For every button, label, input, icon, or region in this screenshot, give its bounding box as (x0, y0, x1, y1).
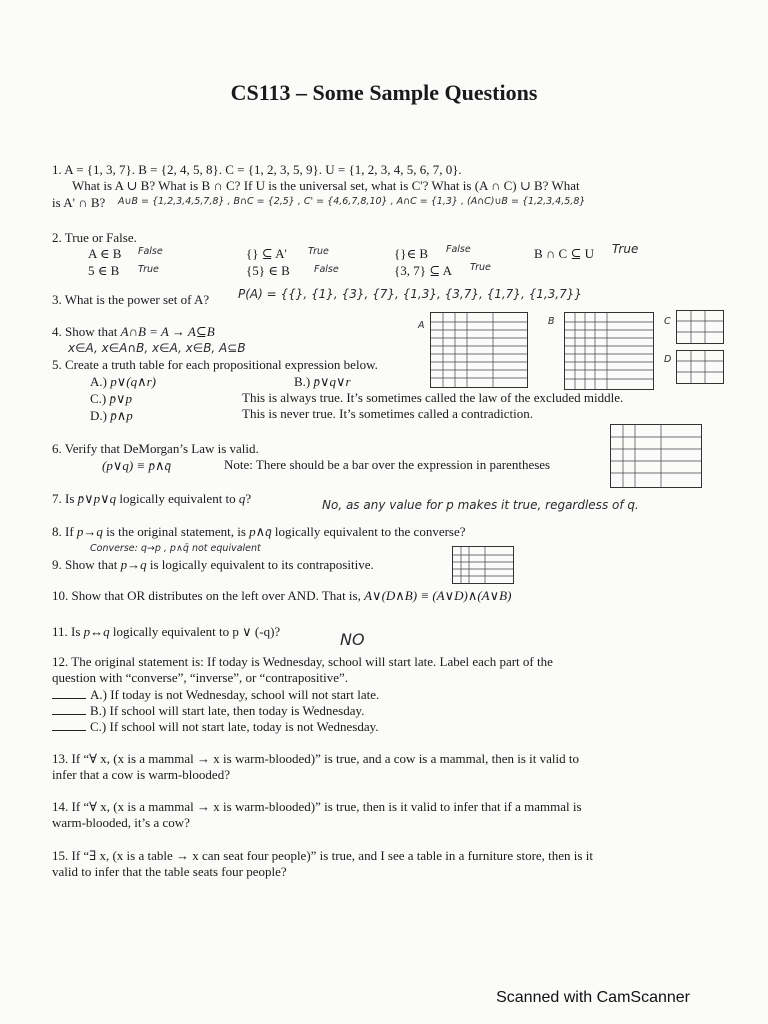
truth-table-c-grid (677, 311, 723, 343)
truth-table-a (430, 312, 528, 388)
q7-expression: p̄∨p∨q (77, 491, 117, 506)
q11-text (52, 624, 280, 639)
q2-answer-2: True (138, 264, 159, 275)
q12-b-blank (52, 703, 86, 715)
page-title: CS113 – Some Sample Questions (230, 80, 538, 105)
q8-prompt-c: logically equivalent to the converse? (274, 524, 466, 539)
q5-c (90, 391, 132, 406)
q7-prompt-c: ? (245, 491, 252, 506)
q5-b-expression: p̄∨q∨r (313, 374, 351, 389)
q6-expression: (p∨q) ≡ p̄∧q̄ (102, 458, 171, 473)
q1-handwritten-answer: A∪B = {1,2,3,4,5,7,8} , B∩C = {2,5} , C' = {4,6,7,8,10} , A∩C = {1,3} , (A∩C)∪B = {1,2,3,4,5,8} (118, 196, 586, 207)
truth-table-demorgan-grid (611, 425, 701, 487)
q10-expression: A∨(D∧B) ≡ (A∨D)∧(A∨B) (364, 588, 512, 603)
q2-label: 2. True or False. (52, 230, 137, 245)
q13-line2: infer that a cow is warm-blooded? (52, 767, 230, 782)
q5-c-note: This is always true. It’s sometimes called the law of the excluded middle. (242, 390, 624, 405)
q2-item-a-in-b: A ∈ B (88, 246, 122, 261)
q2-answer-1: False (138, 246, 163, 257)
q4-expression: A∩B = A → A⊆B (120, 324, 215, 339)
q11-handwritten-answer: NO (340, 630, 365, 649)
truth-table-d-grid (677, 351, 723, 383)
q7-expression-2: q (238, 491, 246, 506)
q11-prompt-b: logically equivalent to p ∨ (-q)? (112, 624, 281, 639)
q1-line2: What is A ∪ B? What is B ∩ C? If U is the universal set, what is C'? What is (A ∩ C) ∪ B? What (72, 178, 580, 193)
q12-c-blank (52, 719, 86, 731)
q12-b-text: B.) If school will start late, then today is Wednesday. (90, 703, 365, 718)
q1-line1: 1. A = {1, 3, 7}. B = {2, 4, 5, 8}. C = {1, 2, 3, 5, 9}. U = {1, 2, 3, 4, 5, 6, 7, 0}. (52, 162, 462, 177)
q8-handwritten-answer: Converse: q→p , p∧q̄ not equivalent (90, 543, 261, 554)
truth-table-c (676, 310, 724, 344)
q1-line3: is A' ∩ B? (52, 195, 106, 210)
q5-a-label: A.) (90, 374, 107, 389)
q2-item-empty-subset: {} ⊆ A' (246, 246, 287, 261)
q4-prompt: 4. Show that (52, 324, 118, 339)
q2-answer-5: False (446, 244, 471, 255)
q12-a-blank (52, 687, 86, 699)
q14-line1: 14. If “∀ x, (x is a mammal → x is warm-blooded)” is true, then is it valid to infer that if a mammal is (52, 799, 582, 814)
table-d-label: D (664, 354, 672, 365)
q12-c-text: C.) If school will not start late, today is not Wednesday. (90, 719, 379, 734)
table-c-label: C (664, 316, 671, 327)
q2-answer-4: False (314, 264, 339, 275)
q2-answer-3: True (308, 246, 329, 257)
q12-line2: question with “converse”, “inverse”, or “contrapositive”. (52, 670, 348, 685)
q6-text: 6. Verify that DeMorgan’s Law is valid. (52, 441, 259, 456)
q12-b (52, 703, 364, 718)
q12-a (52, 687, 379, 702)
truth-table-contrapositive (452, 546, 514, 584)
truth-table-b (564, 312, 654, 390)
q7-handwritten-answer: No, as any value for p makes it true, regardless of q. (322, 498, 639, 512)
q2-item-bc-subset-u: B ∩ C ⊆ U (534, 246, 595, 261)
q9-prompt-a: 9. Show that (52, 557, 118, 572)
q8-expression-2: p∧q̄ (249, 524, 272, 539)
q5-a (90, 374, 156, 389)
q2-item-empty-in-b: {}∈ B (394, 246, 429, 261)
q8-text (52, 524, 466, 539)
q12-c (52, 719, 379, 734)
q6-note: Note: There should be a bar over the expression in parentheses (224, 457, 551, 472)
q12-a-text: A.) If today is not Wednesday, school will not start late. (90, 687, 380, 702)
table-a-label: A (418, 320, 425, 331)
q5-a-expression: p∨(q∧r) (110, 374, 156, 389)
q9-text (52, 557, 374, 572)
q7-text (52, 491, 251, 506)
q4-text (52, 324, 215, 339)
q5-c-expression: p̄∨p (109, 391, 133, 406)
q8-expression: p→q (76, 524, 103, 539)
q15-line2: valid to infer that the table seats four people? (52, 864, 287, 879)
table-b-label: B (548, 316, 555, 327)
q5-d-label: D.) (90, 408, 107, 423)
q11-expression: p↔q (83, 624, 110, 639)
q4-handwritten-answer: x∈A, x∈A∩B, x∈A, x∈B, A⊆B (68, 341, 246, 355)
q5-b (294, 374, 351, 389)
truth-table-a-grid (431, 313, 527, 387)
q5-d-note: This is never true. It’s sometimes called a contradiction. (242, 406, 533, 421)
q2-item-5-in-b: 5 ∈ B (88, 263, 120, 278)
truth-table-b-grid (565, 313, 653, 389)
q10-prompt: 10. Show that OR distributes on the left over AND. That is, (52, 588, 361, 603)
q5-d-expression: p̄∧p (110, 408, 133, 423)
truth-table-demorgan (610, 424, 702, 488)
q8-prompt-a: 8. If (52, 524, 74, 539)
q3-handwritten-answer: P(A) = {{}, {1}, {3}, {7}, {1,3}, {3,7}, {1,7}, {1,3,7}} (238, 287, 583, 301)
q5-d (90, 408, 133, 423)
q9-prompt-b: is logically equivalent to its contrapositive. (149, 557, 374, 572)
q2-item-set5-in-b: {5} ∈ B (246, 263, 290, 278)
q2-answer-7: True (612, 242, 639, 256)
q9-expression: p→q (120, 557, 147, 572)
q8-prompt-b: is the original statement, is (106, 524, 246, 539)
q2-answer-6: True (470, 262, 491, 273)
q12-line1: 12. The original statement is: If today is Wednesday, school will start late. Label each part of the (52, 654, 553, 669)
q14-line2: warm-blooded, it’s a cow? (52, 815, 190, 830)
q2-item-37-subset-a: {3, 7} ⊆ A (394, 263, 453, 278)
q5-b-label: B.) (294, 374, 311, 389)
q13-line1: 13. If “∀ x, (x is a mammal → x is warm-blooded)” is true, and a cow is a mammal, then is it valid to (52, 751, 580, 766)
q5-c-label: C.) (90, 391, 107, 406)
q10-text (52, 588, 511, 603)
q15-line1: 15. If “∃ x, (x is a table → x can seat four people)” is true, and I see a table in a furniture store, then is it (52, 848, 593, 863)
q5-text: 5. Create a truth table for each propositional expression below. (52, 357, 378, 372)
q7-prompt-b: logically equivalent to (119, 491, 236, 506)
q11-prompt-a: 11. Is (52, 624, 81, 639)
truth-table-contrapositive-grid (453, 547, 513, 583)
q7-prompt-a: 7. Is (52, 491, 75, 506)
q3-text: 3. What is the power set of A? (52, 292, 210, 307)
truth-table-d (676, 350, 724, 384)
scanner-watermark: Scanned with CamScanner (496, 989, 690, 1006)
